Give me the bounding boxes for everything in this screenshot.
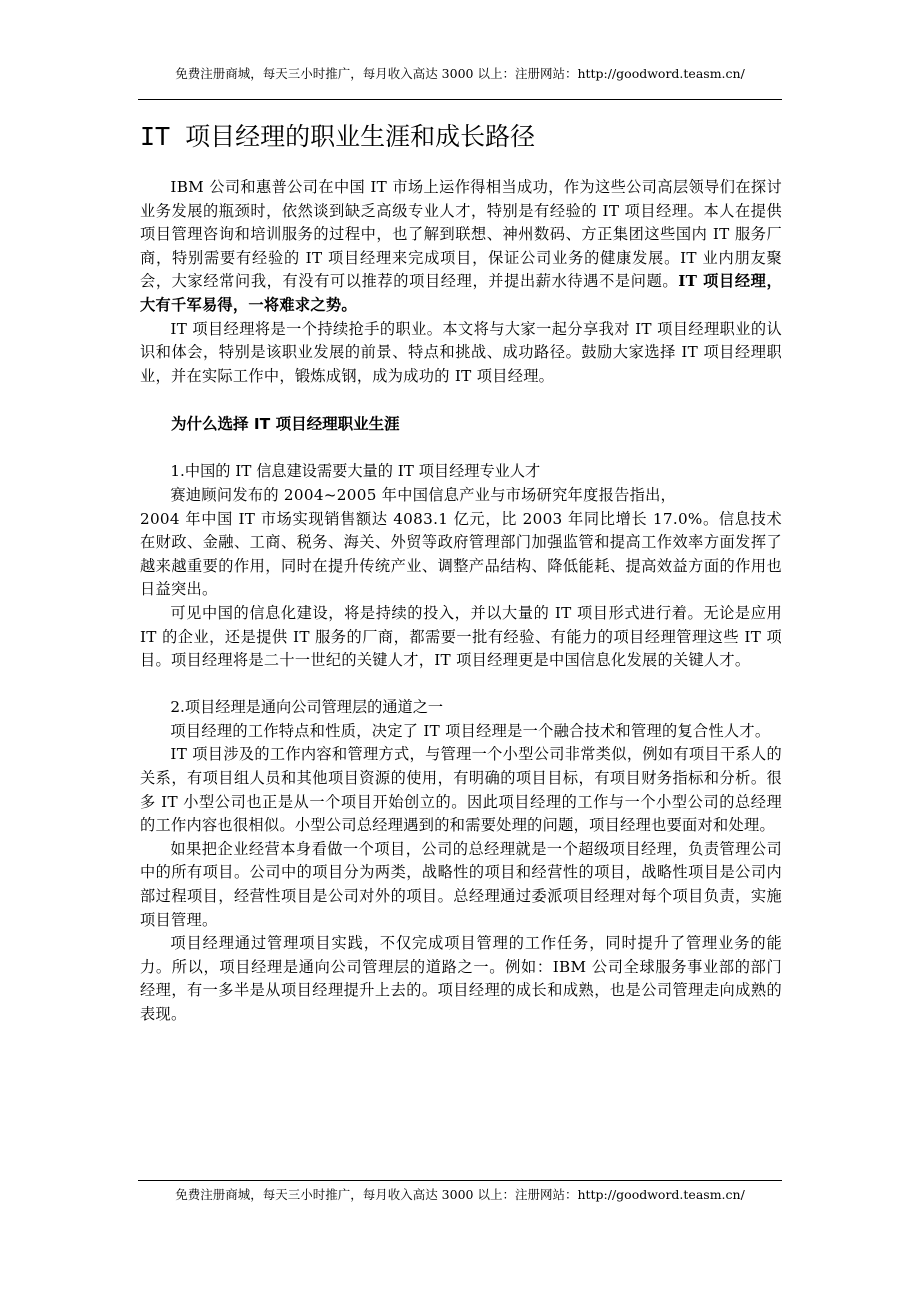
article-body — [140, 118, 782, 1027]
intro-paragraph-1-emphasis: IT 项目经理，大有千军易得，一将难求之势。 — [140, 272, 782, 314]
point-2-paragraph-2: IT 项目涉及的工作内容和管理方式，与管理一个小型公司非常类似，例如有项目干系人的关系，有项目组人员和其他项目资源的使用，有明确的项目目标，有项目财务指标和分析。很多 IT 小型公司也正是从一个项目开始创立的。因此项目经理的工作与一个小型公司的总经理的工作内容也很相似。小型公司总经理遇到的和需要处理的问题，项目经理也要面对和处理。 — [140, 745, 782, 835]
intro-paragraph-1 — [140, 176, 782, 318]
point-2-title: 2.项目经理是通向公司管理层的通道之一 — [170, 698, 444, 717]
header-divider — [138, 99, 782, 100]
point-2-paragraph-4: 项目经理通过管理项目实践，不仅完成项目管理的工作任务，同时提升了管理业务的能力。所以，项目经理是通向公司管理层的道路之一。例如：IBM 公司全球服务事业部的部门经理，有一多半是从项目经理提升上去的。项目经理的成长和成熟，也是公司管理走向成熟的表现。 — [140, 934, 782, 1023]
page-footer-banner: 免费注册商城，每天三小时推广，每月收入高达 3000 以上：注册网站：http://goodword.teasm.cn/ — [175, 1187, 745, 1202]
page-header-banner: 免费注册商城，每天三小时推广，每月收入高达 3000 以上：注册网站：http://goodword.teasm.cn/ — [175, 66, 745, 81]
intro-paragraph-1-text: IBM 公司和惠普公司在中国 IT 市场上运作得相当成功，作为这些公司高层领导们在探讨业务发展的瓶颈时，依然谈到缺乏高级专业人才，特别是有经验的 IT 项目经理。本人在提供项目管理咨询和培训服务的过程中，也了解到联想、神州数码、方正集团这些国内 IT 服务厂商，特别需要有经验的 IT 项目经理来完成项目，保证公司业务的健康发展。IT 业内朋友聚会，大家经常问我，有没有可以推荐的项目经理，并提出薪水待遇不是问题。 — [140, 178, 782, 291]
intro-paragraph-2: IT 项目经理将是一个持续抢手的职业。本文将与大家一起分享我对 IT 项目经理职业的认识和体会，特别是该职业发展的前景、特点和挑战、成功路径。鼓励大家选择 IT 项目经理职业，并在实际工作中，锻炼成钢，成为成功的 IT 项目经理。 — [140, 319, 782, 385]
point-1-title: 1.中国的 IT 信息建设需要大量的 IT 项目经理专业人才 — [170, 462, 541, 481]
point-2-paragraph-1: 项目经理的工作特点和性质，决定了 IT 项目经理是一个融合技术和管理的复合性人才。 — [170, 721, 771, 740]
paragraph-gap — [140, 673, 782, 697]
section-heading: 为什么选择 IT 项目经理职业生涯 — [171, 415, 400, 434]
point-1-paragraph-1: 赛迪顾问发布的 2004~2005 年中国信息产业与市场研究年度报告指出， — [170, 485, 677, 504]
footer-divider — [138, 1180, 782, 1181]
point-2-paragraph-3: 如果把企业经营本身看做一个项目，公司的总经理就是一个超级项目经理，负责管理公司中的所有项目。公司中的项目分为两类，战略性的项目和经营性的项目，战略性项目是公司内部过程项目，经营性项目是公司对外的项目。总经理通过委派项目经理对每个项目负责，实施项目管理。 — [140, 839, 782, 929]
point-1-paragraph-2: 可见中国的信息化建设，将是持续的投入，并以大量的 IT 项目形式进行着。无论是应用 IT 的企业，还是提供 IT 服务的厂商，都需要一批有经验、有能力的项目经理管理这些 IT 项目。项目经理将是二十一世纪的关键人才，IT 项目经理更是中国信息化发展的关键人才。 — [140, 603, 782, 670]
document-title: IT 项目经理的职业生涯和成长路径 — [140, 122, 536, 151]
point-1-paragraph-1-continued: 2004 年中国 IT 市场实现销售额达 4083.1 亿元，比 2003 年同比增长 17.0%。信息技术在财政、金融、工商、税务、海关、外贸等政府管理部门加强监管和提高工作效率方面发挥了越来越重要的作用，同时在提升传统产业、调整产品结构、降低能耗、提高效益方面的作用也日益突出。 — [140, 509, 782, 599]
